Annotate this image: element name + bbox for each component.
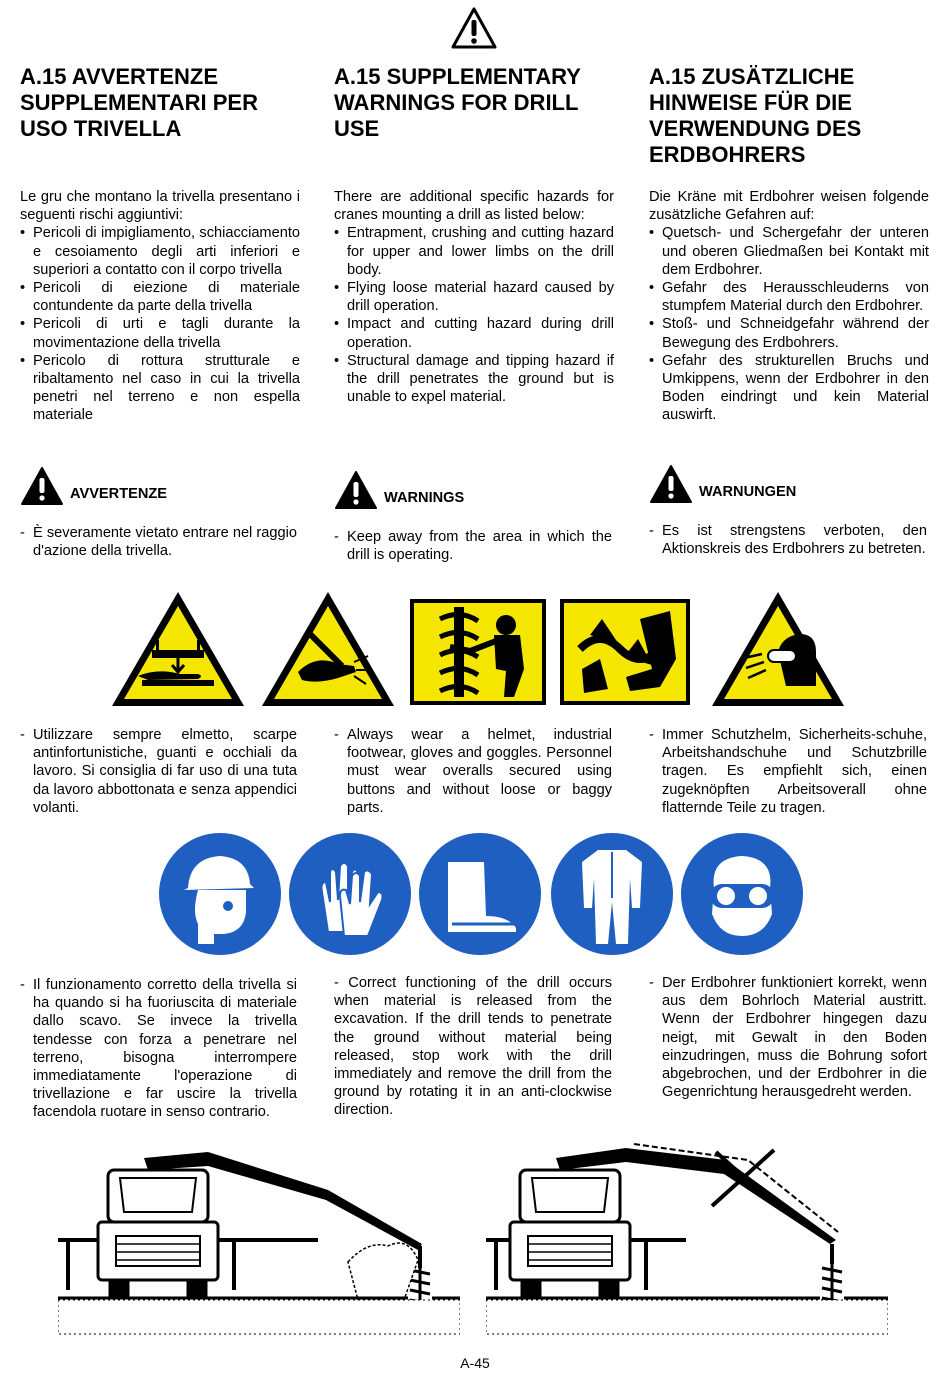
cutting-hazard-icon [258, 588, 398, 710]
list-item: • Impact and cutting hazard during drill operation. [334, 315, 614, 351]
goggles-icon [680, 832, 804, 956]
intro-it: Le gru che montano la trivella presentano i seguenti rischi aggiuntivi: [20, 189, 300, 224]
operation-text-it: - Il funzionamento corretto della trivella si ha quando si ha fuoriuscita di materiale dallo scavo. Se invece la trivella tendesse con forza a penetrare nel terreno, bisogna interrompere immediatamente l'operazione di trivellazione e far uscire la trivella facendola ruotare in senso contrario. [20, 977, 297, 1121]
title-it: A.15 AVVERTENZE SUPPLEMENTARI PER USO TRIVELLA [20, 64, 258, 141]
warning-header-en [334, 470, 464, 510]
crushing-hazard-icon [108, 588, 248, 710]
gloves-icon [288, 832, 412, 956]
title-en: A.15 SUPPLEMENTARY WARNINGS FOR DRILL USE [334, 64, 581, 141]
operation-text-en: - Correct functioning of the drill occurs when material is released from the excavation. If the drill tends to penetrate the ground without material being released, stop work with the drill immediately and remove the drill from the ground by rotating it in an anti-clockwise direction. [334, 975, 612, 1119]
overalls-icon [550, 832, 674, 956]
hazards-it [20, 188, 300, 425]
ppe-text-de: - Immer Schutzhelm, Sicherheits-schuhe, Arbeitshandschuhe und Schutzbrille tragen. Es empfiehlt sich, einen zugeknöpften Arbeitsoverall ohne flatternde Teile zu tragen. [649, 727, 927, 816]
drill-crushing-icon [560, 599, 690, 705]
drill-entrapment-icon [410, 599, 546, 705]
flying-material-icon [708, 588, 848, 710]
warning-header-it [20, 466, 167, 506]
warning-icon [20, 466, 64, 506]
hazards-de [649, 188, 929, 425]
intro-de: Die Kräne mit Erdbohrer weisen folgende zusätzliche Gefahren auf: [649, 189, 929, 224]
hazards-en [334, 188, 614, 406]
ppe-text-en: - Always wear a helmet, industrial footwear, gloves and goggles. Personnel must wear overalls secured using buttons and without loose or baggy parts. [334, 727, 612, 816]
warning-label-en: WARNINGS [384, 490, 465, 506]
ppe-text-it: - Utilizzare sempre elmetto, scarpe antinfortunistiche, guanti e occhiali da lavoro. Si consiglia di far uso di una tuta da lavoro abbottonata e senza appendici volanti. [20, 727, 297, 816]
correct-drilling-illustration [58, 1140, 460, 1336]
intro-en: There are additional specific hazards for cranes mounting a drill as listed below: [334, 189, 614, 224]
warning-label-it: AVVERTENZE [70, 486, 168, 502]
incorrect-drilling-illustration [486, 1140, 888, 1336]
list-item: • Quetsch- und Schergefahr der unteren und oberen Gliedmaßen bei Kontakt mit dem Erdbohrer. [649, 224, 929, 279]
list-item: • Gefahr des Herausschleuderns von stumpfem Material durch den Erdbohrer. [649, 279, 929, 315]
warning-icon [334, 470, 378, 510]
list-item: • Pericoli di urti e tagli durante la movimentazione della trivella [20, 315, 300, 351]
warning-label-de: WARNUNGEN [699, 484, 797, 500]
list-item: • Stoß- und Schneidgefahr während der Bewegung des Erdbohrers. [649, 315, 929, 351]
page-number: A-45 [460, 1355, 490, 1371]
warning-text-it: - È severamente vietato entrare nel raggio d'azione della trivella. [20, 525, 297, 560]
warning-text-de: - Es ist strengstens verboten, den Aktionskreis des Erdbohrers zu betreten. [649, 523, 927, 558]
list-item: • Gefahr des strukturellen Bruchs und Umkippens, wenn der Erdbohrer in den Boden eindringt und kein Material auswirft. [649, 352, 929, 425]
title-de: A.15 ZUSÄTZLICHE HINWEISE FÜR DIE VERWENDUNG DES ERDBOHRERS [649, 64, 862, 167]
warning-text-en: - Keep away from the area in which the drill is operating. [334, 529, 612, 564]
list-item: • Entrapment, crushing and cutting hazard for upper and lower limbs on the drill body. [334, 224, 614, 279]
list-item: • Flying loose material hazard caused by drill operation. [334, 279, 614, 315]
helmet-icon [158, 832, 282, 956]
operation-text-de: - Der Erdbohrer funktioniert korrekt, wenn aus dem Bohrloch Material austritt. Wenn der Erdbohrer hingegen dazu neigt, mit Gewalt in den Boden einzudringen, muss die Bohrung sofort abgebrochen, und der Erdbohrer in die Gegenrichtung herausgedreht werden. [649, 975, 927, 1101]
list-item: • Pericolo di rottura strutturale e ribaltamento nel caso in cui la trivella penetri nel terreno e non espella materiale [20, 352, 300, 425]
safety-boots-icon [418, 832, 542, 956]
list-item: • Pericoli di eiezione di materiale contundente da parte della trivella [20, 279, 300, 315]
list-item: • Pericoli di impigliamento, schiacciamento e cesoiamento degli arti inferiori e superiori a contatto con il corpo trivella [20, 224, 300, 279]
warning-header-de [649, 464, 796, 504]
warning-icon [649, 464, 693, 504]
list-item: • Structural damage and tipping hazard if the drill penetrates the ground but is unable to expel material. [334, 352, 614, 407]
general-warning-icon [450, 6, 498, 50]
